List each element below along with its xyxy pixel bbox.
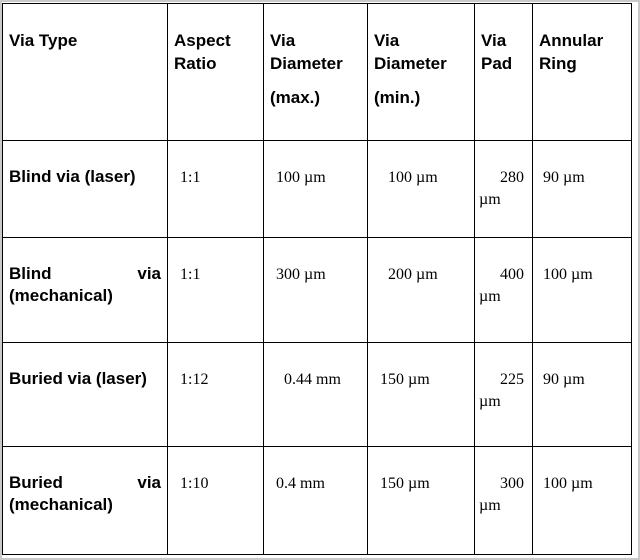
diameter-max-value: 300 µm [276, 266, 326, 283]
via-type-label: (mechanical) [9, 286, 113, 305]
aspect-ratio-cell [168, 343, 264, 447]
via-type-cell [3, 141, 168, 238]
annular-ring-value: 90 µm [543, 169, 585, 186]
header-aspect-ratio [168, 4, 264, 141]
via-type-cell [3, 238, 168, 343]
annular-ring-cell [533, 343, 632, 447]
header-line: Via [374, 31, 400, 50]
annular-ring-value: 90 µm [543, 371, 585, 388]
header-annular-ring [533, 4, 632, 141]
annular-ring-cell [533, 141, 632, 238]
diameter-max-value: 0.4 mm [276, 475, 325, 492]
via-pad-value: 225 [500, 371, 524, 388]
annular-ring-cell [533, 238, 632, 343]
diameter-min-cell [368, 141, 475, 238]
aspect-ratio-value: 1:12 [180, 371, 209, 388]
diameter-min-cell [368, 447, 475, 555]
via-type-label: (mechanical) [9, 495, 113, 514]
diameter-min-cell [368, 343, 475, 447]
header-line: Via [481, 31, 507, 50]
diameter-min-value: 200 µm [388, 266, 438, 283]
header-line: Aspect [174, 31, 231, 50]
via-pad-cell [475, 447, 533, 555]
header-line: Ratio [174, 54, 217, 73]
via-type-label: Blind via (laser) [9, 167, 136, 186]
annular-ring-value: 100 µm [543, 266, 593, 283]
via-pad-unit: µm [479, 288, 501, 305]
diameter-min-cell [368, 238, 475, 343]
aspect-ratio-cell [168, 447, 264, 555]
diameter-max-cell [264, 141, 368, 238]
header-line: Ring [539, 54, 577, 73]
aspect-ratio-cell [168, 141, 264, 238]
diameter-max-value: 100 µm [276, 169, 326, 186]
via-pad-unit: µm [479, 393, 501, 410]
via-pad-value: 280 [500, 169, 524, 186]
via-type-cell [3, 447, 168, 555]
via-pad-value: 300 [500, 475, 524, 492]
via-type-label: Blind [9, 264, 52, 283]
header-line: Pad [481, 54, 513, 73]
header-line: Annular [539, 31, 604, 50]
header-row [3, 4, 632, 141]
header-line: Diameter [270, 54, 343, 73]
header-via-diameter-max [264, 4, 368, 141]
via-type-label: via [137, 473, 161, 492]
table-row [3, 447, 632, 555]
diameter-max-cell [264, 238, 368, 343]
diameter-min-value: 150 µm [380, 475, 430, 492]
via-pad-cell [475, 141, 533, 238]
diameter-max-value: 0.44 mm [284, 371, 341, 388]
via-type-label: via [137, 264, 161, 283]
diameter-max-cell [264, 343, 368, 447]
header-subline: (min.) [374, 88, 421, 107]
annular-ring-cell [533, 447, 632, 555]
table-row [3, 238, 632, 343]
via-pad-cell [475, 343, 533, 447]
aspect-ratio-cell [168, 238, 264, 343]
via-pad-unit: µm [479, 191, 501, 208]
via-spec-table [2, 3, 632, 555]
via-type-label: Buried [9, 473, 63, 492]
header-line: Via Type [9, 31, 78, 50]
header-line: Diameter [374, 54, 447, 73]
aspect-ratio-value: 1:1 [180, 266, 201, 283]
header-via-type [3, 4, 168, 141]
via-pad-value: 400 [500, 266, 524, 283]
aspect-ratio-value: 1:10 [180, 475, 209, 492]
header-via-pad [475, 4, 533, 141]
via-pad-unit: µm [479, 497, 501, 514]
diameter-min-value: 100 µm [388, 169, 438, 186]
via-type-label: Buried via (laser) [9, 369, 147, 388]
diameter-min-value: 150 µm [380, 371, 430, 388]
aspect-ratio-value: 1:1 [180, 169, 201, 186]
via-type-cell [3, 343, 168, 447]
table-row [3, 141, 632, 238]
header-line: Via [270, 31, 296, 50]
via-pad-cell [475, 238, 533, 343]
header-subline: (max.) [270, 88, 321, 107]
annular-ring-value: 100 µm [543, 475, 593, 492]
header-via-diameter-min [368, 4, 475, 141]
diameter-max-cell [264, 447, 368, 555]
table-row [3, 343, 632, 447]
